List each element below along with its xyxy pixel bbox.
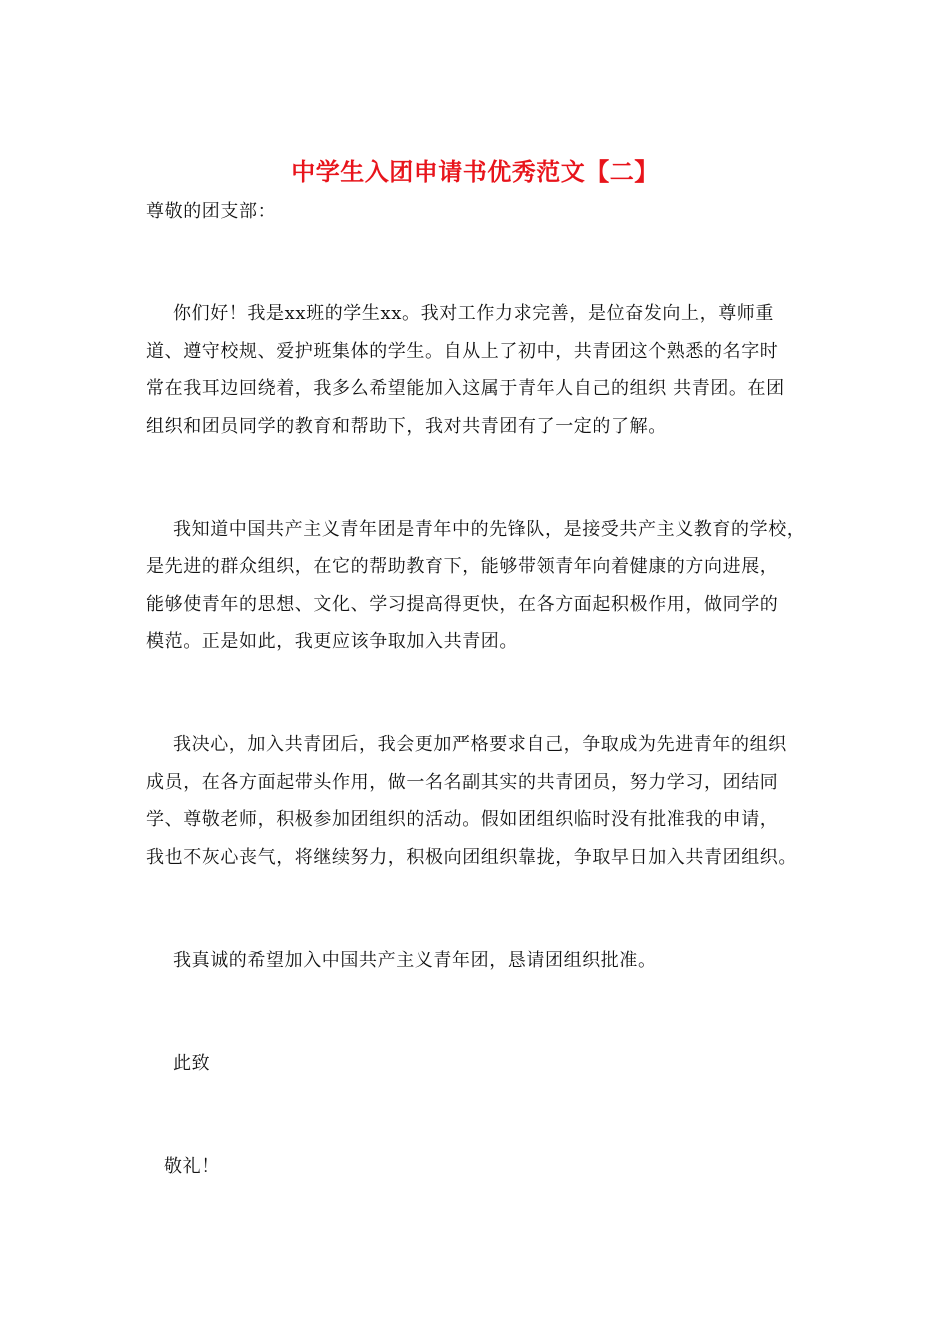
closing-ci-zhi: 此致 <box>173 1053 211 1074</box>
paragraph-line: 我知道中国共产主义青年团是青年中的先锋队，是接受共产主义教育的学校， <box>173 519 806 540</box>
paragraph-line: 学、尊敬老师，积极参加团组织的活动。假如团组织临时没有批准我的申请， <box>146 809 779 830</box>
paragraph-4: 我真诚的希望加入中国共产主义青年团，恳请团组织批准。 <box>173 950 657 971</box>
paragraph-line: 道、遵守校规、爱护班集体的学生。自从上了初中，共青团这个熟悉的名字时 <box>146 341 779 362</box>
paragraph-line: 你们好！我是xx班的学生xx。我对工作力求完善，是位奋发向上，尊师重 <box>173 303 775 324</box>
document-title: 中学生入团申请书优秀范文【二】 <box>291 158 659 186</box>
paragraph-line: 常在我耳边回绕着，我多么希望能加入这属于青年人自己的组织 共青团。在团 <box>146 378 785 399</box>
paragraph-line: 模范。正是如此，我更应该争取加入共青团。 <box>146 631 518 652</box>
paragraph-line: 成员，在各方面起带头作用，做一名名副其实的共青团员，努力学习，团结同 <box>146 772 779 793</box>
paragraph-line: 组织和团员同学的教育和帮助下，我对共青团有了一定的了解。 <box>146 416 667 437</box>
paragraph-line: 我决心，加入共青团后，我会更加严格要求自己，争取成为先进青年的组织 <box>173 734 787 755</box>
paragraph-line: 我也不灰心丧气，将继续努力，积极向团组织靠拢，争取早日加入共青团组织。 <box>146 847 797 868</box>
paragraph-line: 是先进的群众组织，在它的帮助教育下，能够带领青年向着健康的方向进展， <box>146 556 779 577</box>
paragraph-line: 能够使青年的思想、文化、学习提高得更快，在各方面起积极作用，做同学的 <box>146 594 779 615</box>
salutation: 尊敬的团支部： <box>146 201 277 222</box>
closing-jing-li: 敬礼！ <box>164 1156 220 1177</box>
